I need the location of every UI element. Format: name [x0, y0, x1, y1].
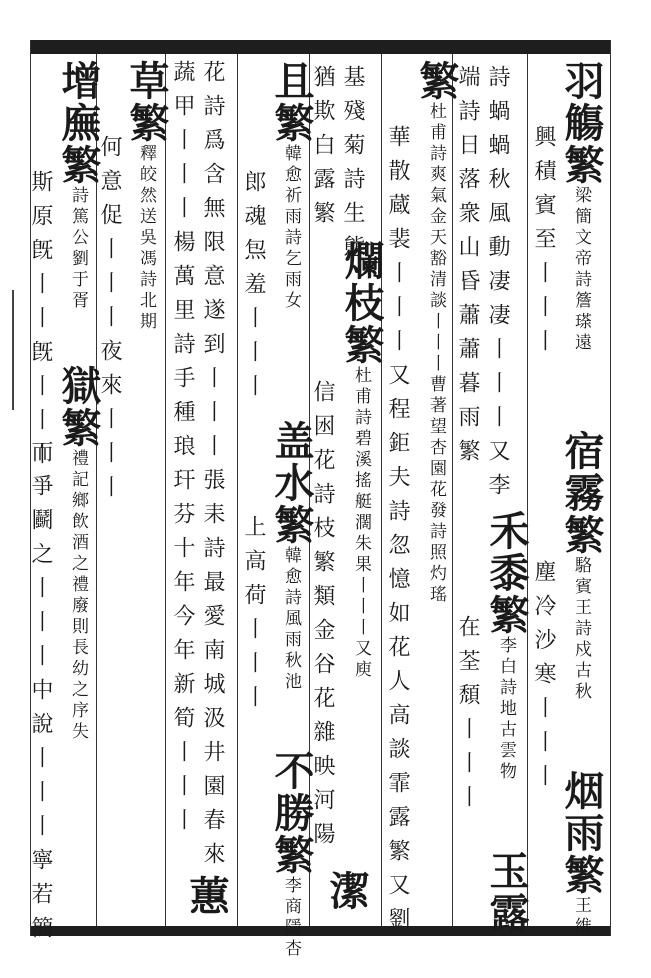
- text-column-c5b: [242, 170, 264, 408]
- text-column-c2d: [456, 615, 478, 819]
- entry-text: 花詩爲含無限意遂到丨丨丨張耒詩最愛南城汲井園春來: [200, 60, 225, 876]
- column-rule: [381, 54, 382, 926]
- entry-heading: 爛枝繁: [338, 240, 385, 366]
- entry-heading: 烟雨繁: [558, 770, 605, 896]
- entry-citation: 韓愈詩風雨秋池: [281, 546, 301, 693]
- entry-text: 郎魂炰羞丨丨丨: [241, 170, 266, 408]
- entry-heading: 增廡繁: [55, 60, 102, 186]
- text-column-c1d: [532, 560, 554, 798]
- text-column-c1a: [558, 60, 605, 354]
- entry-heading: 蕙: [183, 875, 230, 917]
- text-column-c2b: [456, 65, 478, 473]
- text-column-c2c: [483, 510, 530, 783]
- entry-text: 斯原旣丨丨旣丨丨丨: [28, 170, 53, 476]
- entry-citation: 禮記鄉飲酒之禮廢則長幼之序失: [68, 449, 88, 743]
- entry-citation: 釋皎然送吳馮詩北期: [136, 144, 156, 333]
- entry-heading: 禾黍繁: [483, 510, 530, 636]
- entry-text: 猶欺白露繁: [310, 65, 335, 235]
- entry-heading: 羽觴繁: [558, 60, 605, 186]
- text-column-c8d: [29, 440, 51, 950]
- text-column-c5c: [268, 420, 315, 693]
- text-column-c5d: [242, 515, 264, 719]
- entry-citation: 杜甫詩爽氣金天豁清談丨丨丨曹著望杏園花發詩照灼瑤: [426, 102, 446, 606]
- text-column-c2a: [486, 65, 508, 507]
- entry-citation: 詩篤公劉于胥: [68, 186, 88, 312]
- text-column-c8a: [55, 60, 102, 312]
- text-column-c4a: [341, 65, 363, 269]
- entry-citation: 李白詩地古雲物: [496, 636, 516, 783]
- entry-heading: 宿霧繁: [558, 430, 605, 556]
- entry-heading: 盖水繁: [268, 420, 315, 546]
- column-rule: [527, 54, 528, 926]
- entry-text: 上高荷丨丨丨: [241, 515, 266, 719]
- binding-edge: [12, 290, 20, 410]
- entry-text: 華散蔵裴丨丨丨又程鉅夫詩忽憶如花人高談霏露繁又劉: [385, 125, 410, 941]
- entry-text: 塵冷沙寒丨丨丨: [531, 560, 556, 798]
- entry-text: 蔬甲丨丨丨楊萬里詩手種琅玕芬十年今年新筍丨丨丨: [170, 60, 195, 842]
- entry-text: 詩蝸蝸秋風動凄凄丨丨丨又李: [485, 65, 510, 507]
- text-column-c6c: [183, 875, 230, 917]
- text-column-c1e: [558, 770, 605, 938]
- text-column-c6a: [201, 60, 223, 876]
- text-column-c4c: [338, 240, 385, 681]
- entry-text: 興積賓至丨丨丨: [531, 125, 556, 363]
- entry-heading: 潔: [323, 870, 370, 912]
- entry-citation: 杜甫詩碧溪搖艇濶朱果丨丨丨又庾: [351, 366, 371, 681]
- text-column-c4e: [323, 870, 370, 912]
- entry-citation: 李商隱杏: [281, 876, 301, 960]
- text-column-c3b: [386, 125, 408, 941]
- entry-heading: 且繁: [268, 60, 315, 144]
- entry-text: 端詩日落衆山昏蕭蕭暮雨繁: [455, 65, 480, 473]
- text-column-c6b: [171, 60, 193, 842]
- text-column-c1b: [532, 125, 554, 363]
- text-column-c8c: [55, 365, 102, 743]
- text-column-c7a: [123, 60, 170, 333]
- entry-text: 而爭鬬之丨丨丨中說丨丨丨寧若簡: [28, 440, 53, 950]
- entry-heading: 不勝繁: [268, 750, 315, 876]
- entry-citation: 韓愈祈雨詩乞雨女: [281, 144, 301, 312]
- text-column-c1c: [558, 430, 605, 703]
- entry-citation: 駱賓王詩戍古秋: [571, 556, 591, 703]
- text-column-c5e: [268, 750, 315, 960]
- entry-citation: 王維: [571, 896, 591, 938]
- column-rule: [237, 54, 238, 926]
- page-right-rule: [610, 40, 611, 936]
- entry-heading: 草繁: [123, 60, 170, 144]
- entry-text: 何意促丨丨丨夜來丨丨丨: [97, 135, 122, 509]
- text-column-c3a: [413, 60, 460, 606]
- entry-heading: 繁: [413, 60, 460, 102]
- page-top-border: [30, 40, 610, 54]
- entry-text: 信囦花詩枝繁類金谷花雜映河陽: [310, 380, 335, 856]
- text-column-c5a: [268, 60, 315, 312]
- entry-heading: 玉露: [483, 850, 530, 934]
- text-column-c8b: [29, 170, 51, 476]
- text-column-c7b: [98, 135, 120, 509]
- entry-citation: 梁簡文帝詩簷瑹遠: [571, 186, 591, 354]
- entry-text: 基殘菊詩生態: [340, 65, 365, 269]
- entry-heading: 獄繁: [55, 365, 102, 449]
- entry-text: 在荃頹丨丨丨: [455, 615, 480, 819]
- text-column-c2e: [483, 850, 530, 934]
